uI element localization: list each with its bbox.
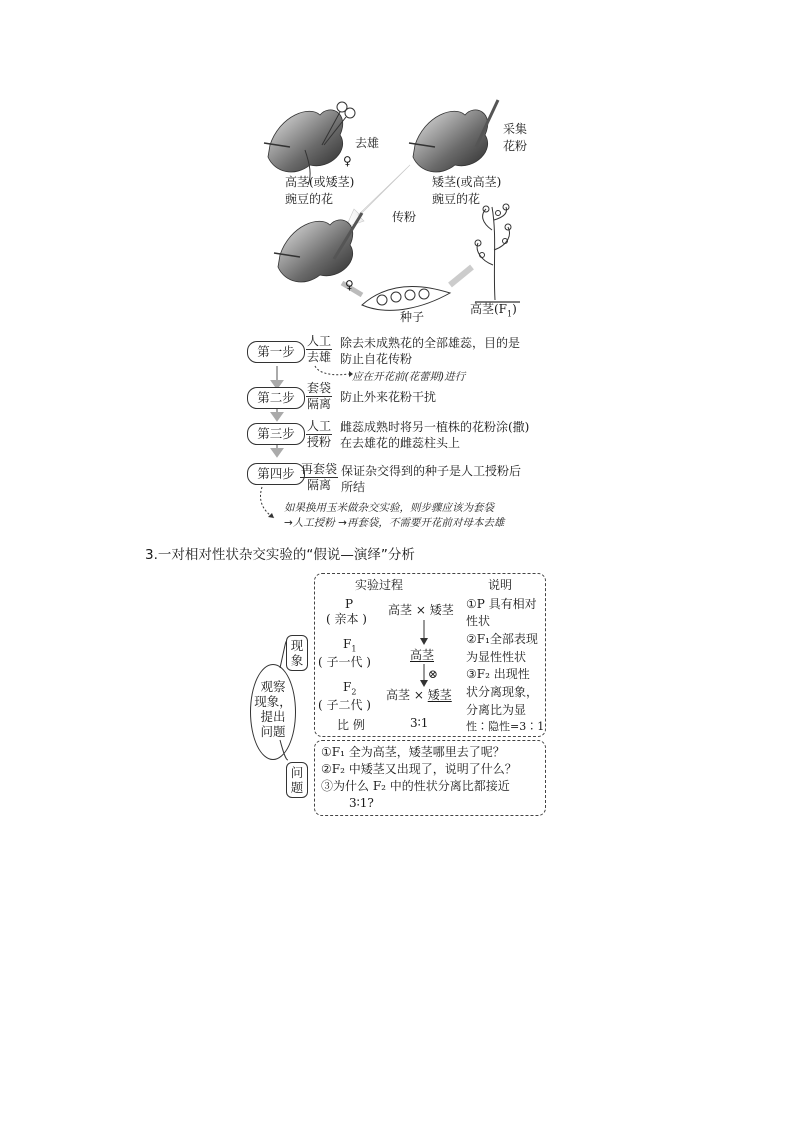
step-1-text-1: 除去未成熟花的全部雄蕊，目的是 — [340, 336, 521, 350]
step-2-bottom: 隔离 — [307, 397, 332, 411]
f2-result: 高茎 × 矮茎 — [386, 688, 452, 702]
center-node: 观察 现象， 提出 问题 — [250, 664, 296, 760]
note-line-1: ①P 具有相对 — [466, 597, 537, 611]
f2-label: $F_2$ — [343, 680, 357, 697]
left-flower-caption-1: 高茎(或矮茎) — [285, 175, 355, 189]
step-4-method — [300, 462, 338, 493]
f2-desc: ( 子二代 ) — [318, 698, 371, 712]
step-2-badge: 第二步 — [247, 387, 305, 409]
self-cross-symbol: ⊗ — [428, 667, 439, 681]
emasculate-label: 去雄 — [355, 136, 380, 150]
bottom-note-2: →人工授粉 →再套袋，不需要开花前对母本去雄 — [284, 517, 505, 529]
right-flower-icon — [409, 100, 498, 172]
p-cross: 高茎 × 矮茎 — [388, 603, 454, 617]
step-1-top: 人工 — [307, 334, 332, 348]
note-line-8: 性∶隐性=3∶1 — [466, 720, 545, 733]
right-flower-caption-1: 矮茎(或高茎) — [432, 175, 502, 189]
question-3-cont: 3∶1? — [349, 796, 374, 810]
step-4-top: 再套袋 — [301, 462, 338, 476]
question-tag: 问 题 — [286, 762, 308, 798]
question-3: ③为什么 F₂ 中的性状分离比都接近 — [321, 779, 510, 793]
seed-label: 种子 — [400, 310, 425, 324]
step-3-bottom: 授粉 — [307, 435, 332, 449]
step-2-top: 套袋 — [307, 381, 332, 395]
female-symbol-2: ♀ — [345, 278, 354, 292]
section-heading: 3.一对相对性状杂交实验的“假说—演绎”分析 — [145, 547, 415, 563]
step-3-text-2: 在去雄花的雌蕊柱头上 — [340, 436, 461, 450]
f1-result: 高茎 — [410, 648, 435, 662]
p-to-f1-arrow — [418, 620, 430, 646]
step-1-text-2: 防止自花传粉 — [340, 352, 413, 366]
step-3-top: 人工 — [307, 419, 332, 433]
step-3-text-1: 雌蕊成熟时将另一植株的花粉涂(撒) — [340, 420, 530, 434]
f1-desc: ( 子一代 ) — [318, 655, 371, 669]
pea-plant-icon — [475, 204, 520, 302]
f1-plant-label: 高茎$(F_1)$ — [470, 302, 517, 319]
note-line-3: ②F₁全部表现 — [466, 632, 538, 646]
phenomenon-tag: 现 象 — [286, 635, 308, 671]
note-line-6: 状分离现象， — [466, 685, 539, 699]
step-1-badge: 第一步 — [247, 341, 305, 363]
step-4-bottom: 隔离 — [307, 478, 332, 492]
collect-label-1: 采集 — [503, 122, 528, 136]
step-3-method — [306, 419, 332, 450]
header-process: 实验过程 — [355, 578, 404, 592]
header-note: 说明 — [488, 578, 513, 592]
f1-label: $F_1$ — [343, 637, 357, 654]
p-label: P — [345, 597, 354, 611]
left-flower-icon — [264, 110, 343, 185]
note-line-4: 为显性性状 — [466, 650, 527, 664]
step-4-badge: 第四步 — [247, 463, 305, 485]
step-1-method — [306, 334, 332, 365]
left-flower-caption-2: 豌豆的花 — [285, 192, 334, 206]
pea-pod-icon — [362, 286, 450, 310]
bottom-note-1: 如果换用玉米做杂交实验，则步骤应该为套袋 — [284, 502, 494, 514]
step-2-method — [306, 381, 332, 412]
right-flower-caption-2: 豌豆的花 — [432, 192, 481, 206]
pollinated-flower-icon — [274, 213, 362, 282]
note-line-2: 性状 — [466, 614, 491, 628]
note-line-5: ③F₂ 出现性 — [466, 667, 530, 681]
step-1-note: 应在开花前(花蕾期)进行 — [352, 371, 466, 383]
note-line-7: 分离比为显 — [466, 703, 527, 717]
collect-label-2: 花粉 — [503, 139, 528, 153]
question-1: ①F₁ 全为高茎，矮茎哪里去了呢？ — [321, 745, 505, 759]
ratio-value: 3∶1 — [410, 716, 429, 730]
p-desc: ( 亲本 ) — [326, 612, 367, 626]
step-4-text-1: 保证杂交得到的种子是人工授粉后 — [341, 464, 522, 478]
step-1-bottom: 去雄 — [307, 350, 332, 364]
question-2: ②F₂ 中矮茎又出现了，说明了什么？ — [321, 762, 517, 776]
step-4-text-2: 所结 — [341, 480, 366, 494]
step-3-badge: 第三步 — [247, 423, 305, 445]
female-symbol: ♀ — [343, 154, 352, 168]
ratio-label: 比 例 — [337, 718, 365, 732]
step-2-text-1: 防止外来花粉干扰 — [340, 390, 437, 404]
pollination-label: 传粉 — [392, 210, 417, 224]
